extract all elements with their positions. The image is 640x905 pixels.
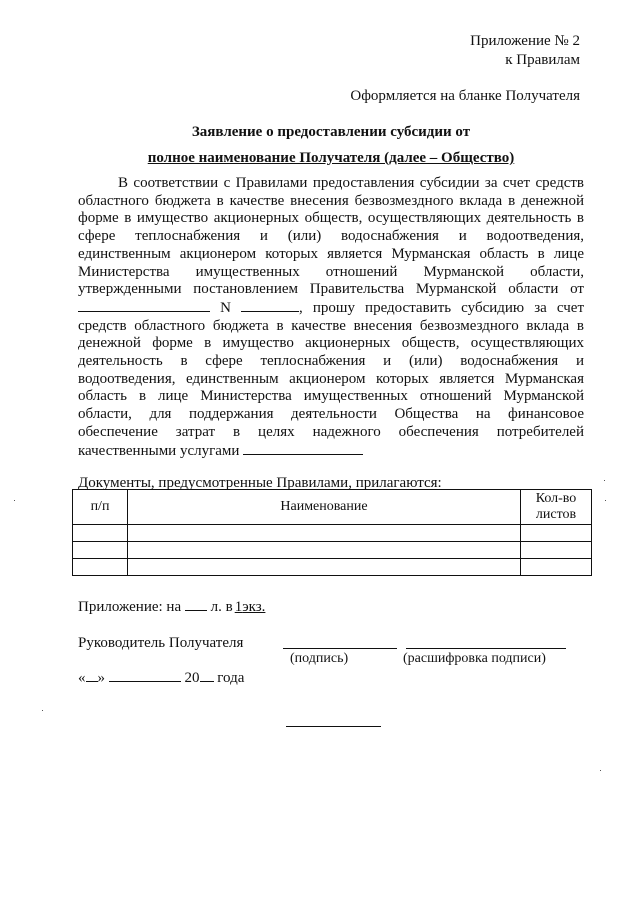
documents-table xyxy=(72,489,592,576)
date-open-quote: « xyxy=(78,670,86,686)
table-row xyxy=(73,525,592,542)
scan-speck xyxy=(14,500,15,501)
date-close-quote: » xyxy=(97,670,105,686)
scan-speck xyxy=(604,480,605,481)
table-cell xyxy=(128,525,521,542)
year-blank xyxy=(200,669,214,682)
table-header-row xyxy=(73,490,592,525)
month-blank xyxy=(109,669,181,682)
number-label: N xyxy=(220,299,231,316)
column-header-sheets: Кол-во листов xyxy=(521,490,592,525)
head-of-recipient-label: Руководитель Получателя xyxy=(78,635,244,651)
application-body xyxy=(78,175,584,460)
scan-speck xyxy=(600,770,601,771)
copies-count: 1 xyxy=(234,599,243,615)
attachment-line xyxy=(78,598,265,616)
table-cell xyxy=(73,559,128,576)
scan-speck xyxy=(42,710,43,711)
table-row xyxy=(73,542,592,559)
letterhead-note: Оформляется на бланке Получателя xyxy=(350,88,580,104)
column-header-number: п/п xyxy=(73,490,128,525)
signature-decode-line xyxy=(406,648,566,649)
resolution-number-blank xyxy=(241,299,299,312)
attachment-sheets-suffix: л. в xyxy=(210,599,233,615)
table-cell xyxy=(128,542,521,559)
table-cell xyxy=(73,542,128,559)
table-cell xyxy=(73,525,128,542)
signature-line xyxy=(283,648,397,649)
column-header-name: Наименование xyxy=(128,490,521,525)
body-part-2: , прошу предоставить субсидию за счет средств областного бюджета в качестве внесения безвозмездного вклада в денежной форме в имущество акционерных обществ, осуществляющих деятельность в сфере теплоснабжения и (или) водоснабжения и водоотведения, единственным акционером которых является Мурманская область в лице Министерства имущественных отношений Мурманской области, для поддержания деятельности Общества на финансовое обеспечение затрат в целях надежного обеспечения потребителей качественными услугами xyxy=(78,299,584,459)
signature-decode-caption: (расшифровка подписи) xyxy=(403,651,546,666)
closing-separator xyxy=(286,726,381,727)
signature-caption: (подпись) xyxy=(290,651,349,666)
scan-speck xyxy=(605,500,606,501)
table-row xyxy=(73,559,592,576)
table-cell xyxy=(128,559,521,576)
recipient-name-line: полное наименование Получателя (далее – Общество) xyxy=(147,150,515,166)
year-prefix: 20 xyxy=(184,670,200,686)
attachment-prefix: Приложение: на xyxy=(78,599,182,615)
day-blank xyxy=(86,669,98,682)
table-cell xyxy=(521,525,592,542)
table-cell xyxy=(521,542,592,559)
resolution-date-blank xyxy=(78,299,210,312)
appendix-number: Приложение № 2 xyxy=(470,33,580,49)
table-cell xyxy=(521,559,592,576)
services-blank xyxy=(243,442,363,455)
date-line xyxy=(78,669,244,687)
year-suffix: года xyxy=(217,670,245,686)
body-part-1: В соответствии с Правилами предоставления субсидии за счет средств областного бюджета в качестве внесения безвозмездного вклада в денежной форме в имущество акционерных обществ, осуществляющих деятельность в сфере теплоснабжения и (или) водоснабжения и водоотведения, единственным акционером которых является Мурманская область в лице Министерства имущественных отношений Мурманской области, утвержденными постановлением Правительства Мурманской области от xyxy=(78,175,584,298)
document-title: Заявление о предоставлении субсидии от xyxy=(191,124,471,140)
copies-suffix: экз. xyxy=(242,599,266,615)
appendix-to-rules: к Правилам xyxy=(505,52,580,68)
sheets-count-blank xyxy=(185,598,207,611)
documents-intro: Документы, предусмотренные Правилами, прилагаются: xyxy=(78,475,442,491)
